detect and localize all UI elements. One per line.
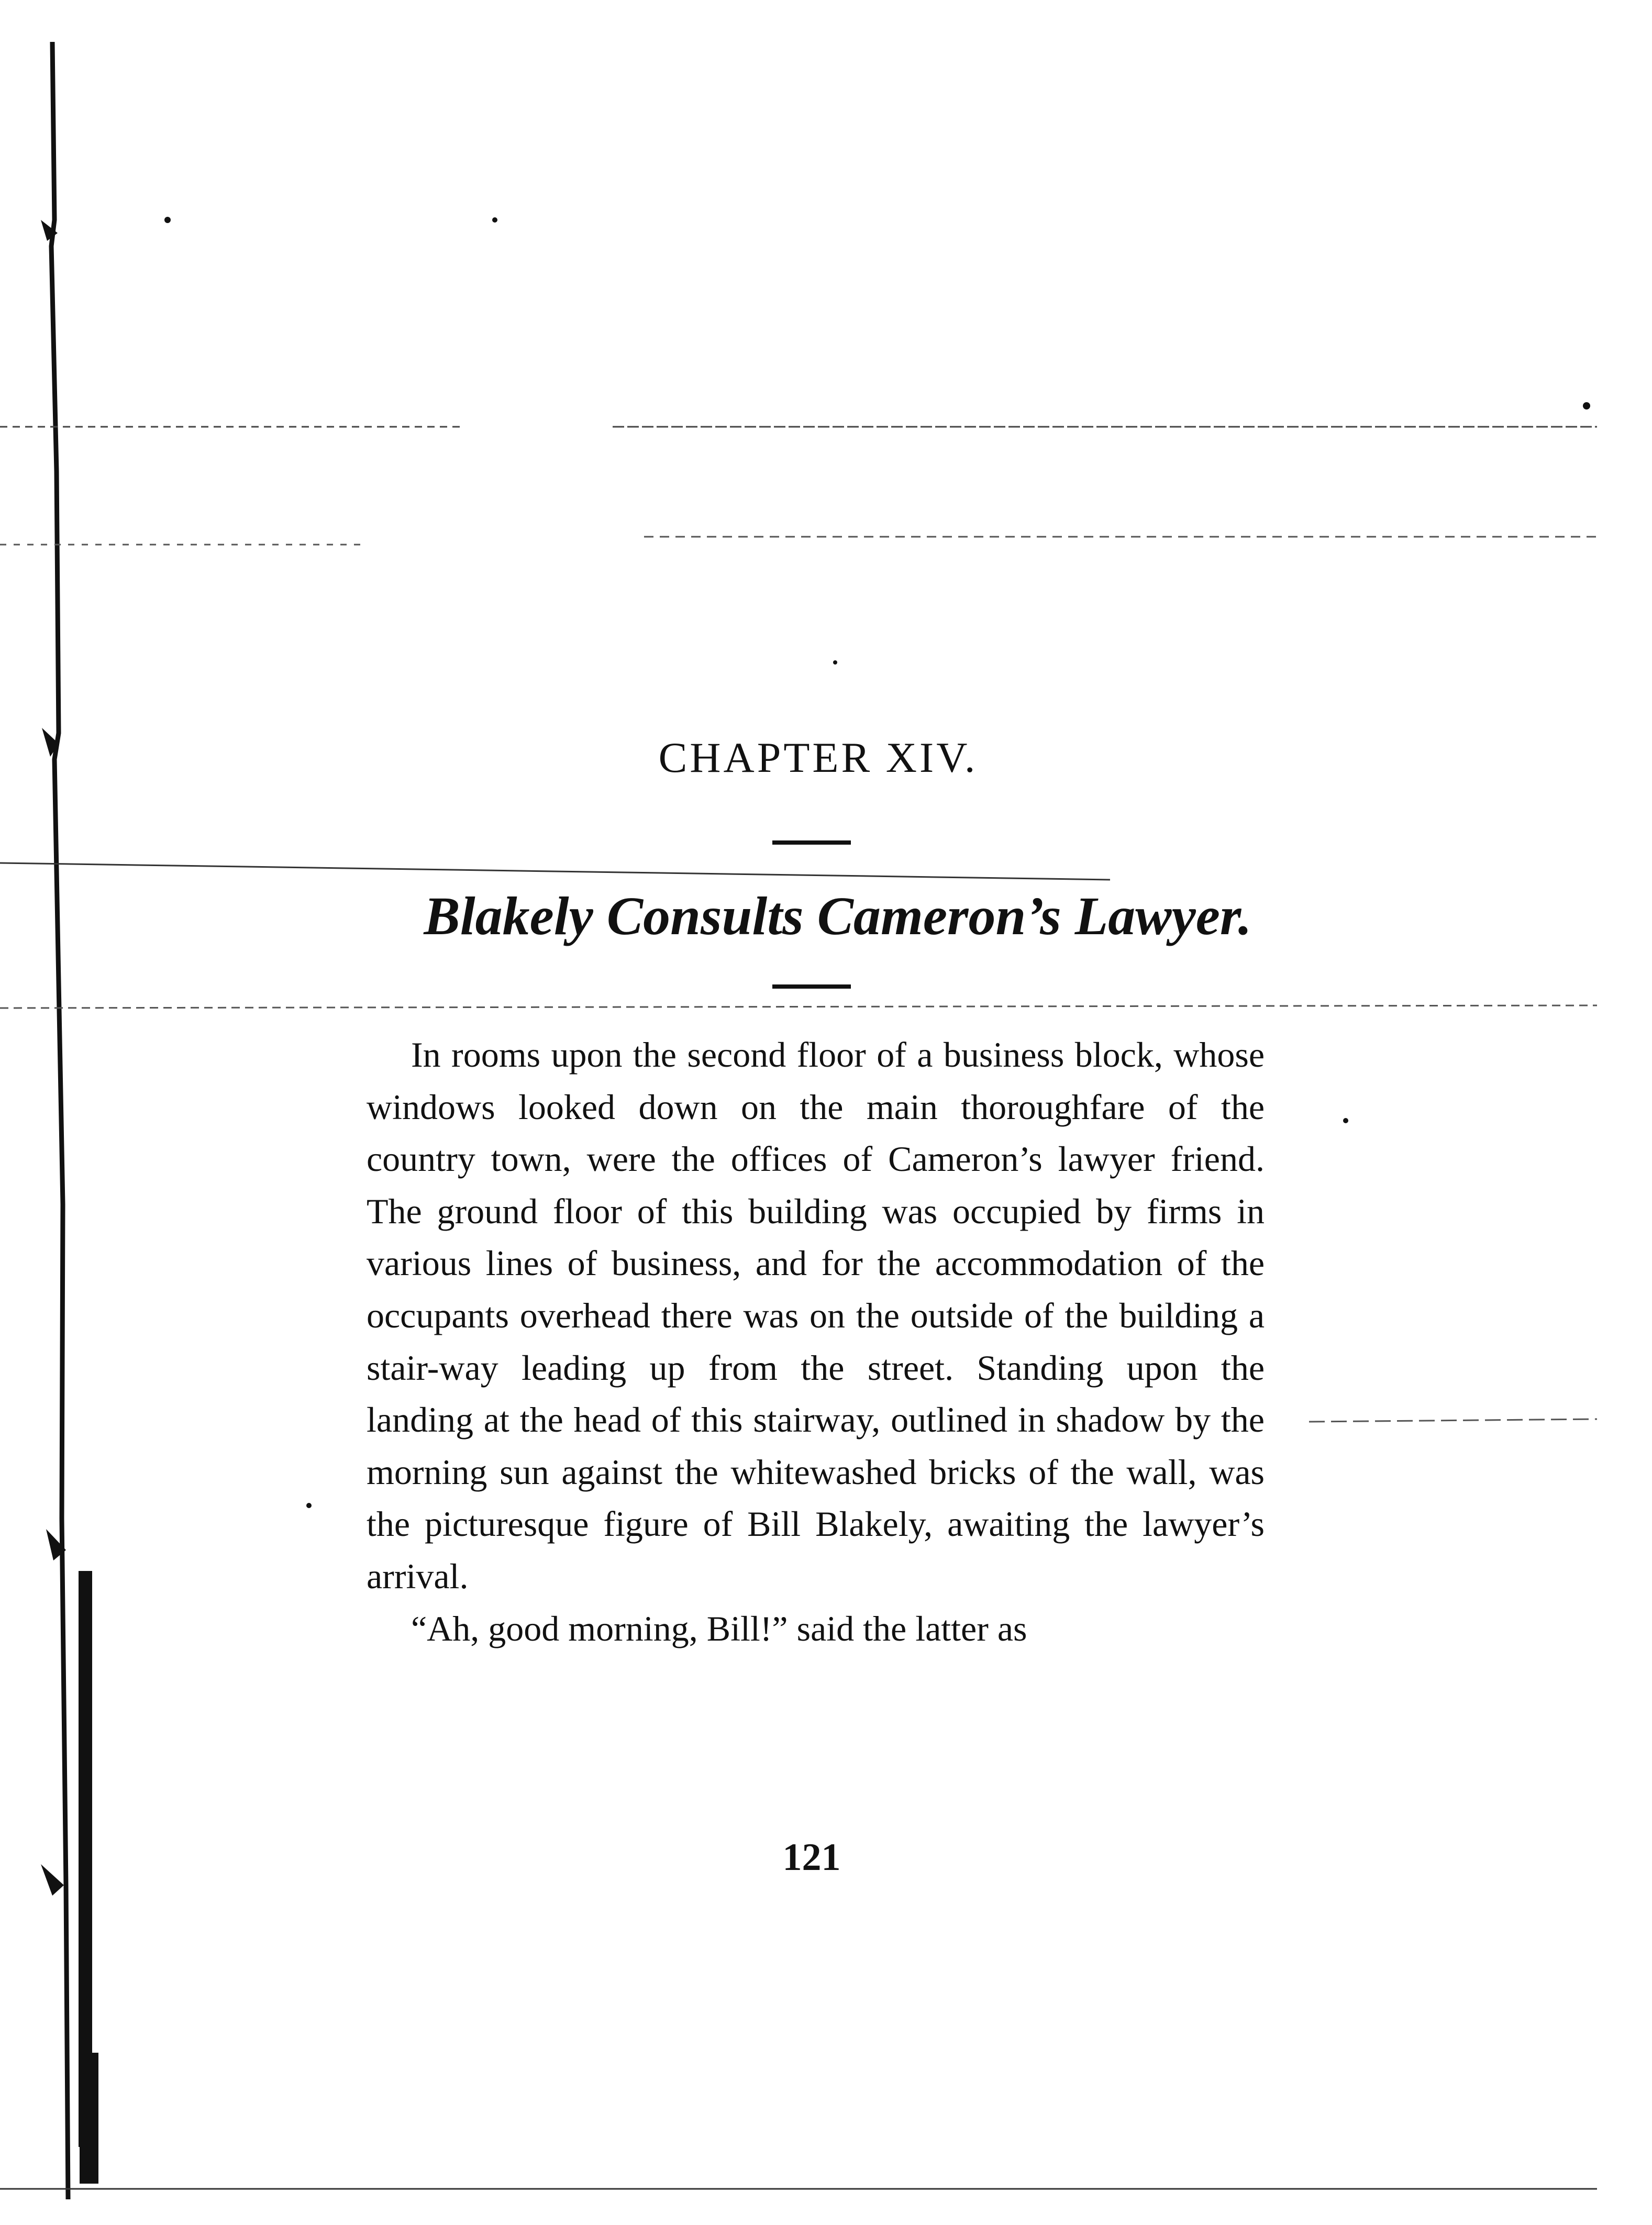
decorative-rule-top: [772, 840, 851, 845]
paragraph: In rooms upon the second floor of a business block, whose windows looked down on the main thoroughfare of the country town, were the offices of Cameron’s lawyer friend. The ground floor of this building was occupied by firms in various lines of business, and for the accommodation of the occupants overhead there was on the outside of the building a stair-way leading up from the street. Standing upon the landing at the head of this stairway, outlined in shadow by the morning sun against the whitewashed bricks of the wall, was the picturesque figure of Bill Blakely, awaiting the lawyer’s arrival.: [367, 1035, 1265, 1596]
chapter-subtitle: Blakely Consults Cameron’s Lawyer.: [424, 886, 1252, 946]
page-number: 121: [782, 1836, 841, 1879]
body-text: [367, 1029, 1265, 1655]
paragraph: “Ah, good morning, Bill!” said the latter as: [411, 1608, 1027, 1648]
decorative-rule-bottom: [772, 984, 851, 989]
chapter-heading: CHAPTER XIV.: [658, 734, 978, 781]
